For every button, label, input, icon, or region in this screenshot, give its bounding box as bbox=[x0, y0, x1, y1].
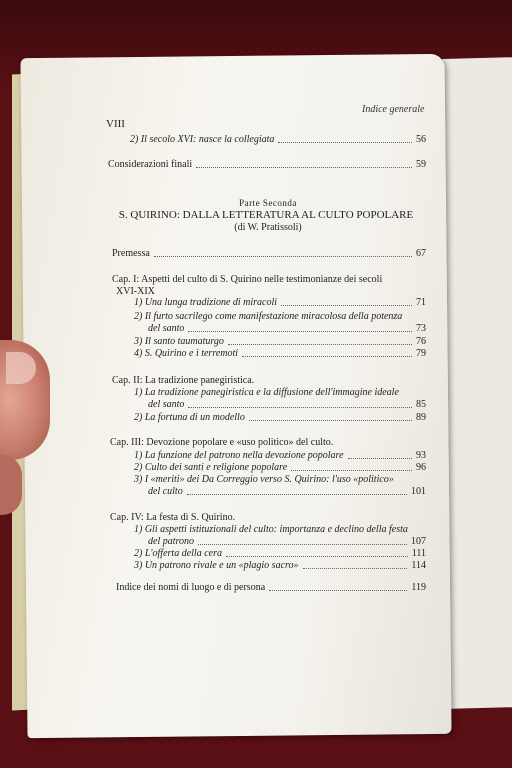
toc-entry: Premessa 67 bbox=[112, 248, 426, 259]
adjacent-page bbox=[442, 57, 512, 709]
part-author: (di W. Pratissoli) bbox=[234, 222, 302, 233]
chapter-title-cont: XVI-XIX bbox=[116, 286, 155, 297]
toc-entry: 1) La funzione del patrono nella devozione popolare 93 bbox=[134, 450, 426, 461]
page-number: VIII bbox=[106, 118, 125, 130]
toc-entry: 2) La fortuna di un modello 89 bbox=[134, 412, 426, 423]
toc-entry: 1) Gli aspetti istituzionali del culto: importanza e declino della festa bbox=[134, 524, 408, 535]
toc-entry: 2) Culto dei santi e religione popolare 96 bbox=[134, 462, 426, 473]
toc-entry-cont: del patrono 107 bbox=[148, 536, 426, 547]
toc-entry: 1) La tradizione panegiristica e la diffusione dell'immagine ideale bbox=[134, 387, 399, 398]
toc-entry: 1) Una lunga tradizione di miracoli 71 bbox=[134, 297, 426, 308]
toc-entry: Indice dei nomi di luogo e di persona 119 bbox=[116, 582, 426, 593]
chapter-title: Cap. III: Devozione popolare e «uso politico» del culto. bbox=[110, 437, 334, 448]
toc-entry: Considerazioni finali 59 bbox=[108, 159, 426, 170]
toc-entry: 4) S. Quirino e i terremoti 79 bbox=[134, 348, 426, 359]
chapter-title: Cap. II: La tradizione panegiristica. bbox=[112, 375, 255, 386]
toc-entry: 2) Il furto sacrilego come manifestazione miracolosa della potenza bbox=[134, 311, 403, 322]
chapter-title: Cap. IV: La festa di S. Quirino. bbox=[110, 512, 236, 523]
part-label: Parte Seconda bbox=[239, 198, 297, 208]
toc-entry: 2) L'offerta della cera 111 bbox=[134, 548, 426, 559]
toc-entry: 3) I «meriti» dei Da Correggio verso S. Quirino: l'uso «politico» bbox=[134, 474, 394, 485]
toc-entry-cont: del santo 73 bbox=[148, 323, 426, 334]
finger bbox=[0, 455, 22, 515]
toc-entry-cont: del santo 85 bbox=[148, 399, 426, 410]
toc-entry-cont: del culto 101 bbox=[148, 486, 426, 497]
running-header: Indice generale bbox=[362, 104, 425, 115]
chapter-title: Cap. I: Aspetti del culto di S. Quirino nelle testimonianze dei secoli bbox=[112, 274, 383, 285]
part-title: S. QUIRINO: DALLA LETTERATURA AL CULTO POPOLARE bbox=[118, 209, 414, 221]
toc-entry: 3) Un patrono rivale e un «plagio sacro» 114 bbox=[134, 560, 426, 571]
toc-entry: 2) Il secolo XVI: nasce la collegiata 56 bbox=[130, 134, 426, 145]
toc-entry: 3) Il santo taumaturgo 76 bbox=[134, 336, 426, 347]
